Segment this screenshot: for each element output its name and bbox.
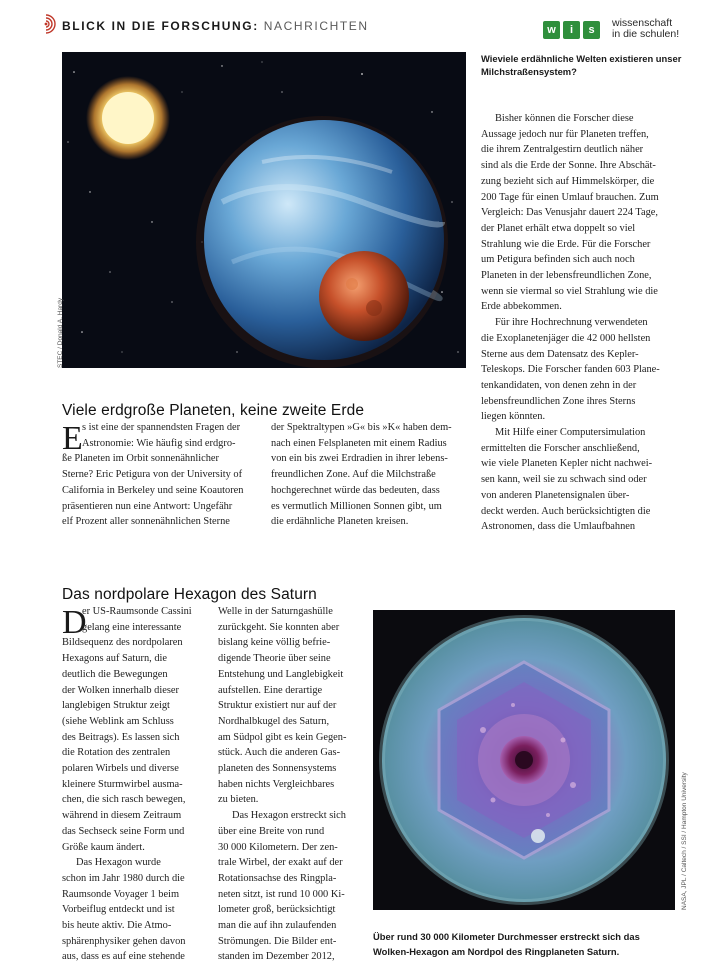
wis-letter-s: s bbox=[583, 21, 600, 39]
text-line: das Sechseck seine Form und bbox=[62, 825, 185, 837]
saturn-caption bbox=[373, 929, 693, 959]
text-line: zung bezieht sich auf Himmelskörper, die bbox=[481, 175, 655, 187]
text-line: Nordhalbkugel des Saturn, bbox=[218, 715, 330, 727]
text-line: die ihrem Zentralgestirn deutlich näher bbox=[481, 144, 644, 156]
text-line: Hexagons auf Saturn, die bbox=[62, 653, 168, 665]
article1-heading: Viele erdgroße Planeten, keine zweite Erde bbox=[62, 401, 365, 419]
text-line: zurückgeht. Sie konnten aber bbox=[218, 621, 340, 633]
caption-line: Wolken-Hexagon am Nordpol des Ringplaneten Saturn. bbox=[373, 946, 620, 957]
text-line: freundlichen Zone. Auf die Milchstraße bbox=[271, 469, 436, 481]
text-line: präsentieren nun eine Antwort: Ungefähr bbox=[62, 500, 233, 512]
text-line: Raumsonde Voyager 1 beim bbox=[62, 888, 180, 900]
text-line: über eine Breite von rund bbox=[218, 825, 325, 837]
text-line: Das Hexagon wurde bbox=[76, 857, 161, 869]
text-line: gelang eine interessante bbox=[82, 621, 182, 633]
article2-column1 bbox=[62, 604, 208, 965]
text-line: trale Wirbel, der exakt auf der bbox=[218, 857, 343, 869]
text-line: während in diesem Zeitraum bbox=[62, 810, 182, 822]
text-line: s ist eine der spannendsten Fragen der bbox=[82, 422, 241, 433]
section-title-bold: BLICK IN DIE FORSCHUNG: bbox=[62, 19, 259, 33]
text-line: Teleskops. Die Forscher fanden 603 Plane- bbox=[481, 364, 660, 376]
text-line: wie viele Planeten Kepler nicht nachwei- bbox=[481, 458, 653, 470]
text-line: wenn sie viermal so viel Strahlung wie die bbox=[481, 285, 658, 297]
text-line: Das Hexagon erstreckt sich bbox=[232, 810, 346, 822]
text-line: haben nichts Vergleichbares bbox=[218, 778, 335, 790]
saturn-image-credit: NASA, JPL / Caltech / SSI / Hampton University bbox=[681, 772, 688, 910]
text-line: am Südpol gibt es kein Gegen- bbox=[218, 731, 347, 743]
text-line: schon im Jahr 1980 durch die bbox=[62, 872, 185, 884]
text-line: digende Theorie über seine bbox=[218, 653, 331, 665]
text-line: stück. Auch die anderen Gas- bbox=[218, 747, 341, 759]
text-line: neten sitzt, ist rund 10 000 Ki- bbox=[218, 888, 345, 900]
section-logo-icon bbox=[36, 14, 56, 34]
text-line: Sterne? Eric Petigura von der University of bbox=[62, 469, 243, 481]
text-line: Bildsequenz des nordpolaren bbox=[62, 637, 183, 649]
text-line: 30 000 Kilometern. Der zen- bbox=[218, 841, 338, 853]
text-line: polaren Wirbels und diverse bbox=[62, 763, 179, 775]
text-line: Strahlung wie die Erde. Für die Forscher bbox=[481, 238, 651, 250]
text-line: Mit Hilfe einer Computersimulation bbox=[495, 427, 646, 439]
text-line: die Rotation des zentralen bbox=[62, 747, 171, 759]
text-line: liegen könnten. bbox=[481, 411, 546, 423]
wis-tagline-line1: wissenschaft bbox=[612, 17, 673, 29]
text-line: von anderen Planetensignalen über- bbox=[481, 489, 630, 501]
text-line: der Spektraltypen »G« bis »K« haben dem- bbox=[271, 422, 452, 433]
caption-line: Über rund 30 000 Kilometer Durchmesser erstreckt sich das bbox=[373, 931, 640, 942]
wis-letter-w: w bbox=[543, 21, 560, 39]
text-line: Vorbeiflug entdeckt und ist bbox=[62, 904, 175, 916]
text-line: standen im Dezember 2012, bbox=[218, 951, 335, 963]
text-line: Aussage jedoch nur für Planeten treffen, bbox=[481, 128, 649, 140]
text-line: er US-Raumsonde Cassini bbox=[82, 606, 192, 617]
text-line: California in Berkeley und seine Koautoren bbox=[62, 484, 244, 496]
text-line: aufstellen. Eine derartige bbox=[218, 684, 323, 696]
text-line: deckt werden. Auch berücksichtigten die bbox=[481, 505, 651, 517]
text-line: die Exoplanetenjäger die 42 000 hellsten bbox=[481, 332, 651, 344]
text-line: Struktur existiert nur auf der bbox=[218, 700, 337, 712]
article1-column2 bbox=[271, 420, 467, 530]
text-line: um Petigura befinden sich auch noch bbox=[481, 254, 635, 266]
text-line: Für ihre Hochrechnung verwendeten bbox=[495, 317, 648, 329]
exoplanet-image-credit: STEC / Donald A. Hardy bbox=[57, 297, 64, 368]
text-line: Strömungen. Die Bilder ent- bbox=[218, 935, 337, 947]
text-line: Erde abbekommen. bbox=[481, 301, 562, 313]
exoplanet-illustration bbox=[62, 52, 466, 368]
wis-logo bbox=[543, 21, 600, 39]
text-line: elf Prozent aller sonnenähnlichen Sterne bbox=[62, 516, 230, 528]
text-line: hochgerechnet würde das bedeuten, dass bbox=[271, 484, 440, 496]
section-title bbox=[62, 19, 369, 33]
article1-intro bbox=[481, 52, 681, 78]
intro-line: Wieviele erdähnliche Welten existieren unser bbox=[481, 53, 682, 64]
text-line: von ein bis zwei Erdradien in ihrer lebens- bbox=[271, 453, 448, 465]
text-line: Sterne aus dem Datensatz des Kepler- bbox=[481, 348, 639, 360]
text-line: deutlich die Bewegungen bbox=[62, 668, 168, 680]
text-line: Rotationsachse des Ringpla- bbox=[218, 872, 337, 884]
text-line: sen kann, weil sie zu schwach sind oder bbox=[481, 474, 647, 486]
text-line: Astronomie: Wie häufig sind erdgro- bbox=[82, 437, 236, 449]
wis-tagline-line2: in die schulen! bbox=[612, 28, 680, 40]
text-line: aus, dass es auf eine stehende bbox=[62, 951, 185, 963]
text-line: der Wolken innerhalb dieser bbox=[62, 684, 179, 696]
text-line: nach einen Felsplaneten mit einem Radius bbox=[271, 437, 447, 449]
text-line: Planeten in der lebensfreundlichen Zone, bbox=[481, 270, 652, 282]
wis-tagline bbox=[612, 18, 679, 40]
article2-column2 bbox=[218, 604, 364, 965]
text-line: zu bieten. bbox=[218, 794, 259, 806]
text-line: man die auf ihn zulaufenden bbox=[218, 920, 337, 932]
text-line: Astronomen, dass die Umlaufbahnen bbox=[481, 521, 636, 533]
text-line: (siehe Weblink am Schluss bbox=[62, 715, 174, 727]
text-line: chen, die sich rasch bewegen, bbox=[62, 794, 186, 806]
text-line: bis heute aktiv. Die Atmo- bbox=[62, 920, 172, 932]
text-line: bislang keine völlig befrie- bbox=[218, 637, 331, 649]
saturn-hexagon-image bbox=[373, 610, 675, 910]
text-line: Bisher können die Forscher diese bbox=[495, 113, 634, 124]
article2-dropcap: D bbox=[62, 604, 87, 641]
text-line: 200 Tage für einen Umlauf brauchen. Zum bbox=[481, 191, 659, 203]
article2-heading: Das nordpolare Hexagon des Saturn bbox=[62, 585, 317, 603]
text-line: langlebigen Struktur zeigt bbox=[62, 700, 170, 712]
text-line: ermittelten die Forscher anschließend, bbox=[481, 442, 640, 454]
text-line: Vergleich: Das Venusjahr dauert 224 Tage, bbox=[481, 207, 659, 219]
text-line: Welle in der Saturngashülle bbox=[218, 606, 333, 617]
text-line: es vermutlich Millionen Sonnen gibt, um bbox=[271, 500, 442, 512]
text-line: ße Planeten im Orbit sonnenähnlicher bbox=[62, 453, 219, 465]
text-line: sind als die Erde der Sonne. Ihre Abschät- bbox=[481, 160, 656, 172]
text-line: sphärenphysiker gehen davon bbox=[62, 935, 186, 947]
text-line: der Planet erhält etwa doppelt so viel bbox=[481, 222, 636, 234]
text-line: Entstehung und Langlebigkeit bbox=[218, 668, 344, 680]
text-line: planeten des Sonnensystems bbox=[218, 763, 337, 775]
text-line: des Beitrags). Es lassen sich bbox=[62, 731, 180, 743]
saturn-hexagon-svg bbox=[373, 610, 675, 910]
text-line: tenkandidaten, von denen zehn in der bbox=[481, 379, 637, 391]
article1-dropcap: E bbox=[62, 420, 83, 457]
text-line: kleinere Sturmwirbel ausma- bbox=[62, 778, 183, 790]
text-line: lebensfreundlichen Zone ihres Sterns bbox=[481, 395, 636, 407]
text-line: Größe kaum ändert. bbox=[62, 841, 145, 853]
article1-column3 bbox=[481, 111, 687, 535]
text-line: die erdähnliche Planeten kreisen. bbox=[271, 516, 409, 528]
exoplanet-illustration-svg bbox=[62, 52, 466, 368]
article1-column1 bbox=[62, 420, 258, 530]
wis-letter-i: i bbox=[563, 21, 580, 39]
intro-line: Milchstraßensystem? bbox=[481, 66, 577, 77]
text-line: lometer groß, berücksichtigt bbox=[218, 904, 336, 916]
section-title-light: NACHRICHTEN bbox=[263, 19, 369, 33]
